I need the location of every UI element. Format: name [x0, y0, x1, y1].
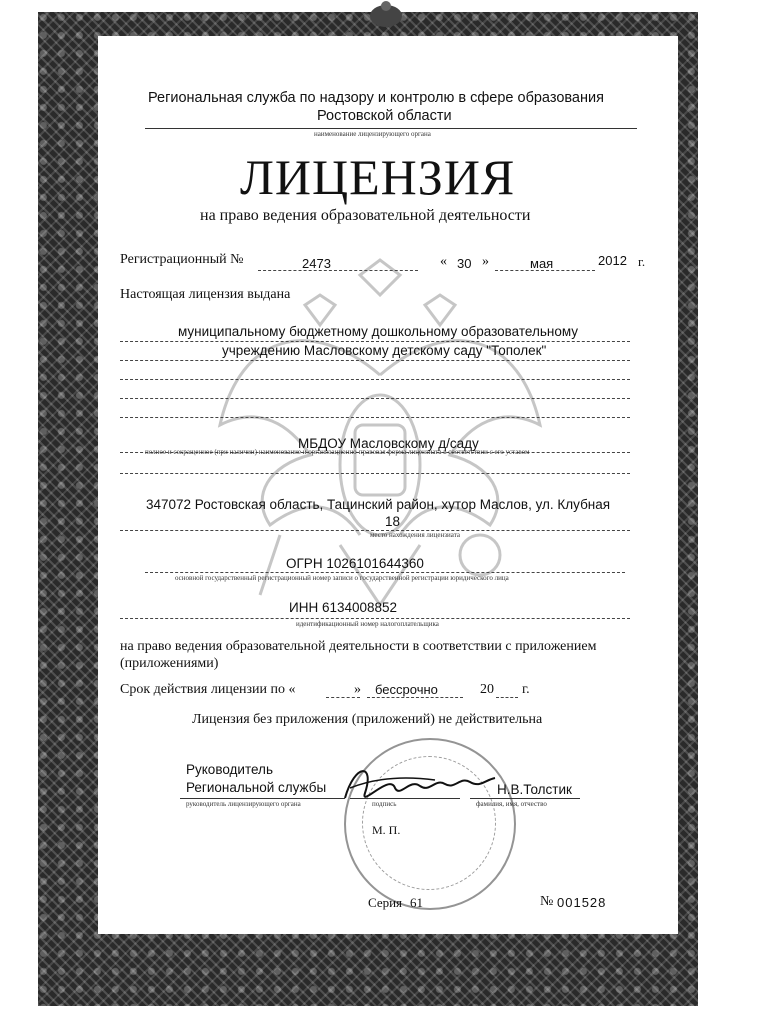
issuer-caption: наименование лицензирующего органа [314, 130, 431, 138]
form-number-label: № [540, 894, 554, 909]
issuer-underline [145, 128, 637, 129]
sign-caption: подпись [372, 800, 397, 808]
licensee-full-name-line1: муниципальному бюджетному дошкольному образовательному [178, 324, 579, 339]
form-number-value: 001528 [557, 895, 607, 910]
registration-label: Регистрационный № [120, 252, 244, 267]
role-caption: руководитель лицензирующего органа [186, 800, 301, 808]
registration-month: мая [530, 256, 554, 271]
series-value: 61 [410, 895, 423, 910]
document-subtitle: на право ведения образовательной деятельности [200, 207, 531, 224]
issued-to-label: Настоящая лицензия выдана [120, 287, 291, 302]
document-title: ЛИЦЕНЗИЯ [240, 149, 516, 205]
validity-label: Срок действия лицензии по « [120, 682, 296, 697]
licensee-name-caption: полное и сокращенное (при наличии) наименование и организационно-правовая форма лицензиата в соответствии с его уставом [145, 448, 530, 456]
issuer-name-line2: Ростовской области [317, 108, 452, 124]
ogrn-caption: основной государственный регистрационный номер записи о государственной регистрации юридического лица [175, 574, 509, 582]
address-caption: место нахождения лицензиата [370, 531, 460, 539]
right-text-line1: на право ведения образовательной деятельности в соответствии с приложением [120, 639, 597, 654]
right-text-line2: (приложениями) [120, 656, 219, 671]
signatory-role-line1: Руководитель [186, 762, 273, 777]
signatory-name: Н.В.Толстик [497, 782, 572, 797]
series-label: Серия [368, 895, 403, 910]
inn-caption: идентификационный номер налогоплательщика [296, 620, 439, 628]
licensee-full-name-line2: учреждению Масловскому детскому саду "Тополек" [222, 343, 547, 358]
licensee-address-line1: 347072 Ростовская область, Тацинский район, хутор Маслов, ул. Клубная [146, 497, 611, 512]
name-caption: фамилия, имя, отчество [476, 800, 547, 808]
signatory-role-line2: Региональной службы [186, 780, 327, 795]
validity-value: бессрочно [375, 682, 438, 697]
registration-day: 30 [457, 256, 472, 271]
issuer-name-line1: Региональная служба по надзору и контролю в сфере образования [148, 90, 604, 106]
registration-year: 2012 [598, 253, 627, 268]
licensee-inn: ИНН 6134008852 [289, 600, 398, 615]
registration-number: 2473 [302, 256, 331, 271]
validity-note: Лицензия без приложения (приложений) не действительна [192, 712, 543, 727]
stamp-place-label: М. П. [372, 823, 401, 837]
licensee-ogrn: ОГРН 1026101644360 [286, 556, 424, 571]
coat-of-arms-icon [366, 0, 406, 28]
licensee-address-line2: 18 [385, 514, 401, 529]
licensee-short-name: МБДОУ Масловскому д/саду [298, 436, 479, 451]
